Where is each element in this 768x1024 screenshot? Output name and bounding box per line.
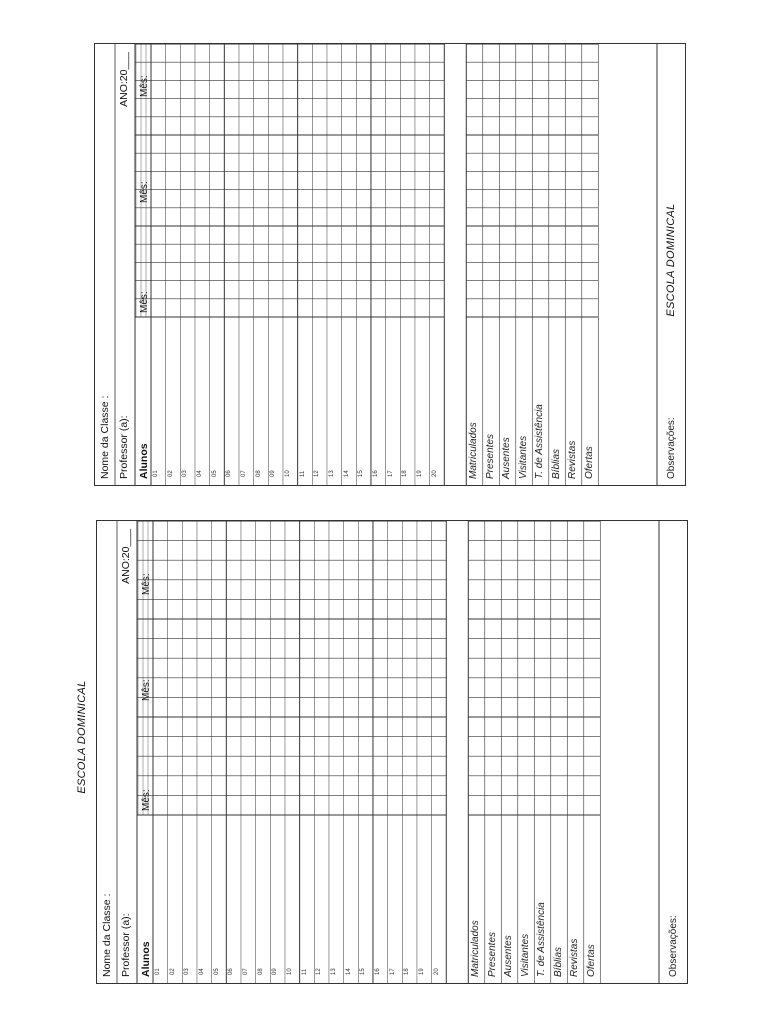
student-row-number: 18 [402, 470, 409, 477]
form-bottom-content [96, 520, 688, 984]
student-row-number: 04 [198, 968, 205, 975]
month-label-3: Mês: [141, 573, 152, 595]
summary-row-label: T. de Assistência [534, 404, 546, 479]
summary-row-label: Presentes [486, 931, 498, 977]
student-row-number: 03 [182, 470, 189, 477]
student-row-number: 08 [257, 968, 264, 975]
student-row-number: 11 [301, 968, 308, 975]
student-row-number: 06 [228, 968, 235, 975]
attendance-sheet [96, 520, 688, 984]
students-header: Alunos [140, 941, 152, 977]
summary-row-label: Bíblias [550, 448, 562, 479]
student-row-number: 15 [360, 968, 367, 975]
student-row-number: 14 [345, 968, 352, 975]
student-row-number: 13 [328, 470, 335, 477]
summary-row-label: Visitantes [519, 933, 531, 977]
student-row-number: 04 [196, 470, 203, 477]
year-label: ANO:20___ [118, 52, 130, 107]
student-row-number: 19 [418, 968, 425, 975]
summary-row-label: Ofertas [585, 944, 597, 977]
student-row-number: 20 [433, 968, 440, 975]
student-row-number: 08 [255, 470, 262, 477]
summary-row-label: Visitantes [517, 435, 529, 479]
summary-row-label: Revistas [567, 440, 579, 479]
student-row-number: 01 [153, 470, 159, 477]
student-row-number: 05 [213, 968, 220, 975]
observations-label: Observações: [668, 915, 679, 977]
student-row-number: 16 [372, 470, 379, 477]
student-row-number: 18 [404, 968, 411, 975]
student-row-number: 15 [358, 470, 365, 477]
student-row-number: 03 [184, 968, 191, 975]
student-row-number: 07 [240, 470, 247, 477]
student-row-number: 06 [226, 470, 233, 477]
attendance-sheet [94, 43, 686, 486]
form-title-top: ESCOLA DOMINICAL [665, 203, 677, 317]
year-label: ANO:20___ [120, 529, 132, 584]
student-row-number: 02 [169, 968, 176, 975]
summary-row-label: Ausentes [503, 935, 515, 977]
form-top-content [94, 43, 686, 486]
student-row-number: 02 [167, 470, 174, 477]
month-label-3: Mês: [139, 75, 150, 97]
student-row-number: 12 [314, 470, 321, 477]
student-row-number: 10 [284, 470, 291, 477]
month-label-2: Mês: [141, 679, 152, 701]
summary-row-label: T. de Assistência [536, 902, 548, 977]
student-row-number: 07 [242, 968, 249, 975]
summary-row-label: Bíblias [552, 946, 564, 977]
form-top [94, 43, 686, 486]
student-row-number: 14 [343, 470, 350, 477]
student-row-number: 16 [374, 968, 381, 975]
student-row-number: 13 [330, 968, 337, 975]
month-label-1: Mês: [139, 291, 150, 313]
summary-row-label: Presentes [484, 433, 496, 479]
summary-row-label: Matriculados [470, 920, 482, 977]
month-label-2: Mês: [139, 181, 150, 203]
attendance-grid [97, 520, 688, 983]
student-row-number: 12 [316, 968, 323, 975]
summary-row-label: Ausentes [501, 437, 513, 479]
student-row-number: 17 [389, 968, 396, 975]
observations-label: Observações: [666, 417, 677, 479]
student-row-number: 01 [155, 968, 161, 975]
student-row-number: 19 [416, 470, 423, 477]
class-name-label: Nome da Classe : [101, 893, 113, 977]
teacher-label: Professor (a): [118, 415, 130, 479]
summary-row-label: Matriculados [468, 422, 480, 479]
month-label-1: Mês: [141, 789, 152, 811]
form-title-bottom: ESCOLA DOMINICAL [76, 680, 88, 794]
students-header: Alunos [138, 443, 150, 479]
student-row-number: 09 [270, 470, 277, 477]
student-row-number: 17 [387, 470, 394, 477]
student-row-number: 05 [211, 470, 218, 477]
summary-row-label: Ofertas [583, 446, 595, 479]
teacher-label: Professor (a): [120, 913, 132, 977]
summary-row-label: Revistas [569, 938, 581, 977]
form-bottom [96, 520, 688, 984]
class-name-label: Nome da Classe : [99, 395, 111, 479]
student-row-number: 11 [299, 470, 306, 477]
student-row-number: 09 [272, 968, 279, 975]
attendance-grid [95, 43, 686, 485]
student-row-number: 10 [286, 968, 293, 975]
student-row-number: 20 [431, 470, 438, 477]
